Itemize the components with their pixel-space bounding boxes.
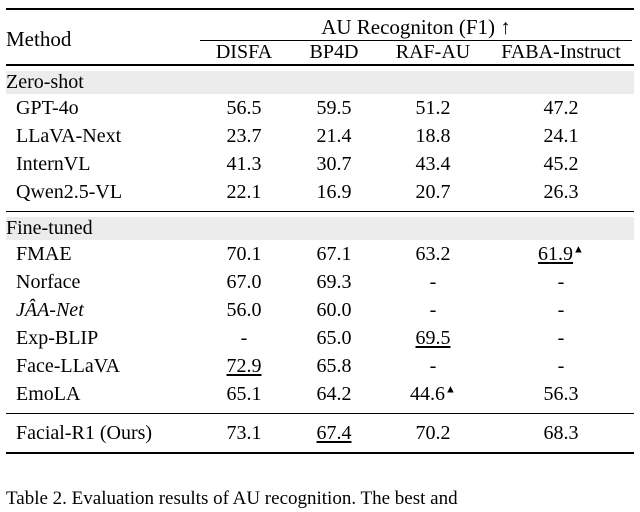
cell-bp4d: 21.4 — [316, 124, 352, 147]
table-row — [6, 150, 634, 178]
cell-bp4d: 69.3 — [316, 270, 352, 293]
header-method: Method — [6, 27, 72, 51]
row-method: LLaVA-Next — [16, 124, 122, 147]
cell-rafau: 43.4 — [415, 152, 451, 175]
header-row-group — [6, 15, 634, 40]
cell-faba: 24.1 — [543, 124, 579, 147]
cell-disfa: 56.5 — [226, 96, 262, 119]
cell-faba: - — [557, 298, 565, 321]
cell-faba: 45.2 — [543, 152, 579, 175]
cell-rafau: 69.5 — [415, 326, 451, 349]
cell-disfa: 56.0 — [226, 298, 262, 321]
header-col-disfa: DISFA — [215, 41, 273, 63]
table-row — [6, 268, 634, 296]
row-method: Norface — [16, 270, 81, 293]
row-method: EmoLA — [16, 382, 81, 405]
table-row — [6, 240, 634, 268]
cell-faba: - — [557, 270, 565, 293]
header-col-rafau: RAF-AU — [395, 41, 471, 63]
cell-faba — [488, 240, 634, 268]
cell-bp4d: 59.5 — [316, 96, 352, 119]
section-header-fine-tuned — [6, 217, 634, 240]
table-row — [6, 296, 634, 324]
cell-disfa: 67.0 — [226, 270, 262, 293]
triangle-marker-icon: ▲ — [445, 382, 456, 395]
cell-rafau: 18.8 — [415, 124, 451, 147]
section-title-zero-shot: Zero-shot — [6, 71, 634, 94]
cell-faba: - — [557, 326, 565, 349]
cell-disfa: 22.1 — [226, 180, 262, 203]
row-method: GPT-4o — [16, 96, 79, 119]
cell-disfa: 65.1 — [226, 382, 262, 405]
table-row — [6, 178, 634, 206]
row-method: Exp-BLIP — [16, 326, 99, 349]
row-method: JÂA-Net — [16, 298, 84, 321]
section-header-zero-shot — [6, 71, 634, 94]
cell-bp4d: 65.8 — [316, 354, 352, 377]
cell-rafau: 70.2 — [415, 421, 451, 444]
cell-rafau-value: 44.6 — [410, 382, 446, 405]
cell-disfa: 41.3 — [226, 152, 262, 175]
cell-bp4d: 67.4 — [316, 421, 352, 444]
cell-faba: - — [557, 354, 565, 377]
cell-faba-value: 61.9 — [538, 242, 574, 265]
table-row — [6, 122, 634, 150]
cell-bp4d: 60.0 — [316, 298, 352, 321]
cell-faba: 47.2 — [543, 96, 579, 119]
table-row — [6, 324, 634, 352]
table-caption: Table 2. Evaluation results of AU recognition. The best and — [6, 488, 458, 509]
row-method: FMAE — [16, 242, 72, 265]
cell-rafau: - — [429, 298, 437, 321]
cell-bp4d: 64.2 — [316, 382, 352, 405]
cell-bp4d: 30.7 — [316, 152, 352, 175]
cell-bp4d: 65.0 — [316, 326, 352, 349]
table-row — [6, 380, 634, 408]
cell-rafau — [378, 380, 488, 408]
cell-bp4d: 67.1 — [316, 242, 352, 265]
triangle-marker-icon: ▲ — [573, 242, 584, 255]
table-row — [6, 94, 634, 122]
results-table — [6, 8, 634, 454]
cell-disfa: 70.1 — [226, 242, 262, 265]
header-col-faba: FABA-Instruct — [501, 41, 621, 63]
cell-faba: 56.3 — [543, 382, 579, 405]
cell-bp4d: 16.9 — [316, 180, 352, 203]
cell-rafau: - — [429, 354, 437, 377]
header-col-bp4d: BP4D — [309, 41, 359, 63]
cell-faba: 68.3 — [543, 421, 579, 444]
cell-rafau: 20.7 — [415, 180, 451, 203]
cell-disfa: 73.1 — [226, 421, 262, 444]
bottom-rule — [6, 452, 634, 453]
row-method: InternVL — [16, 152, 91, 175]
row-method: Facial-R1 (Ours) — [16, 421, 153, 444]
section-title-fine-tuned: Fine-tuned — [6, 217, 634, 240]
cell-rafau: - — [429, 270, 437, 293]
cell-rafau: 51.2 — [415, 96, 451, 119]
row-method: Qwen2.5-VL — [16, 180, 123, 203]
row-method: Face-LLaVA — [16, 354, 121, 377]
cell-disfa: - — [240, 326, 248, 349]
cell-disfa: 72.9 — [226, 354, 262, 377]
table-row-ours — [6, 419, 634, 447]
cell-faba: 26.3 — [543, 180, 579, 203]
cell-disfa: 23.7 — [226, 124, 262, 147]
cell-rafau: 63.2 — [415, 242, 451, 265]
table-row — [6, 352, 634, 380]
header-group-title: AU Recogniton (F1) ↑ — [321, 15, 511, 39]
